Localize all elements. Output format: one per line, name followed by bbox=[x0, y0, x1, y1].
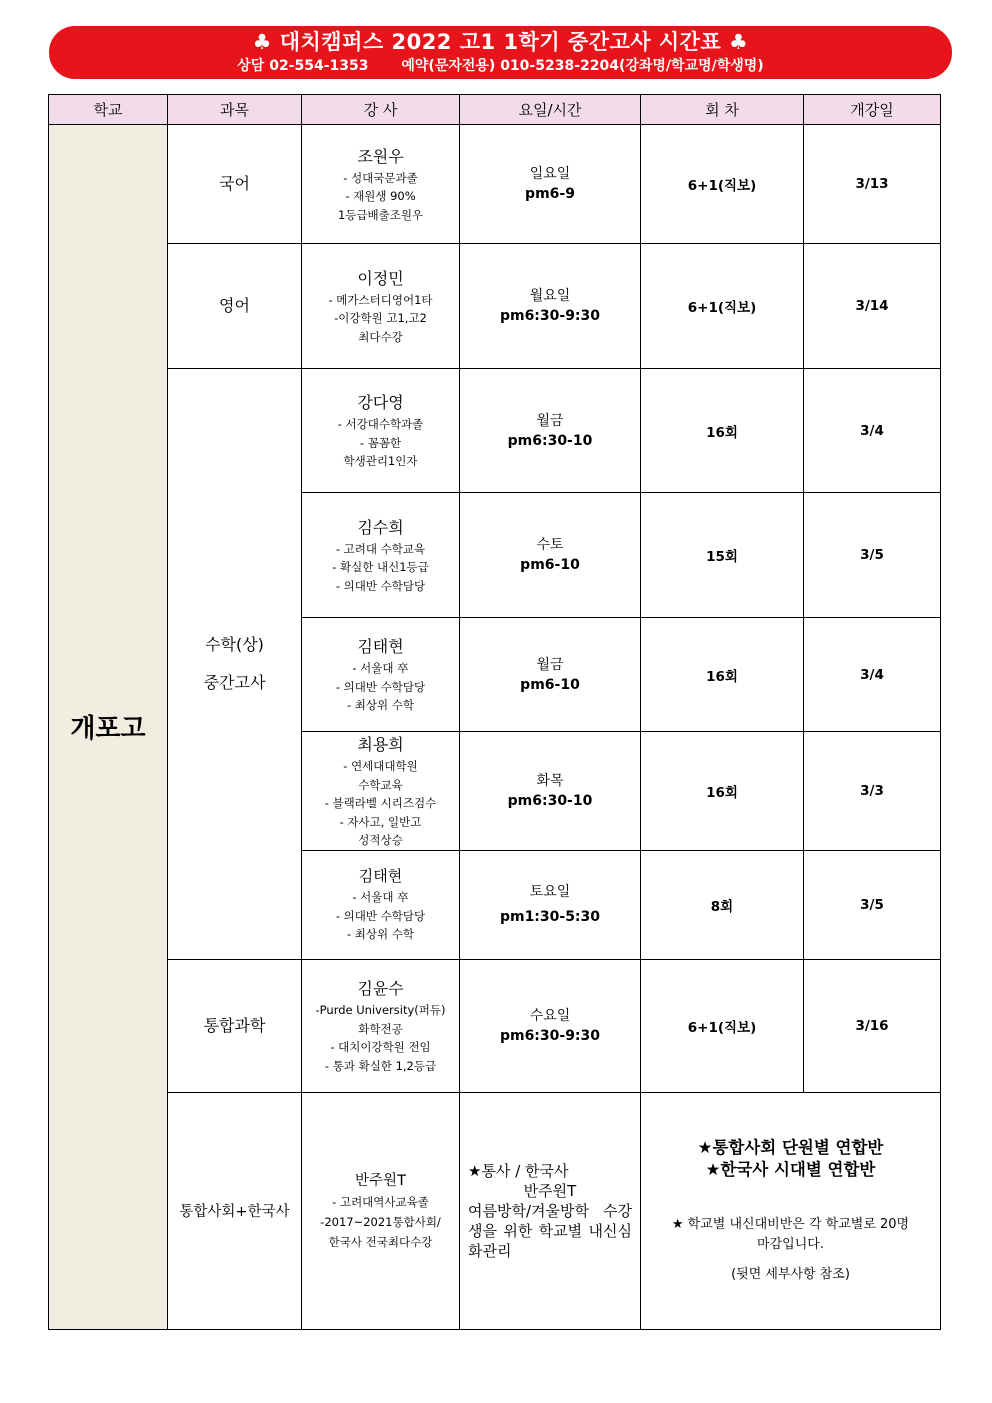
day-time-cell bbox=[460, 732, 641, 851]
teacher-desc-line: - 연세대대학원 bbox=[343, 759, 418, 773]
teacher-desc-line: - 통과 확실한 1,2등급 bbox=[324, 1058, 437, 1073]
teacher-desc-line: - 꼼꼼한 bbox=[359, 435, 402, 450]
schedule-table bbox=[48, 94, 941, 1330]
teacher-desc-line: - 의대반 수학담당 bbox=[335, 578, 426, 593]
teacher-desc-line: - 대치이강학원 전임 bbox=[330, 1040, 431, 1054]
open-date-cell: 3/3 bbox=[804, 732, 941, 851]
day: 수토 bbox=[536, 537, 564, 553]
teacher-name: 김태현 bbox=[358, 867, 403, 886]
teacher-desc-line: - 성대국문과졸 bbox=[343, 170, 418, 185]
notice-line: ★ 학교별 내신대비반은 각 학교별로 20명 마감입니다. bbox=[671, 1216, 910, 1252]
notice-cell bbox=[641, 1092, 941, 1329]
teacher-desc-line: 한국사 전국최다수강 bbox=[328, 1235, 433, 1249]
time: pm6:30-10 bbox=[507, 432, 593, 449]
day-time-cell bbox=[460, 125, 641, 244]
header-school: 학교 bbox=[49, 95, 168, 125]
day: 수요일 bbox=[529, 1007, 571, 1024]
subject-line: 중간고사 bbox=[203, 672, 266, 692]
contact-line bbox=[49, 56, 952, 76]
subject-cell: 통합사회+한국사 bbox=[168, 1092, 302, 1329]
day-time-cell bbox=[460, 850, 641, 959]
teacher-name: 김윤수 bbox=[357, 979, 404, 998]
teacher-cell bbox=[302, 732, 460, 851]
teacher-desc-line: - 최상위 수학 bbox=[346, 927, 414, 942]
time: pm6:30-9:30 bbox=[499, 1027, 601, 1044]
day-time-cell bbox=[460, 493, 641, 618]
teacher-desc-line: - 고려대역사교육졸 bbox=[332, 1195, 429, 1209]
teacher-desc-line: 수학교육 bbox=[358, 777, 403, 792]
note-line: 여름방학/겨울방학 수강생을 위한 학교별 내신심화관리 bbox=[468, 1201, 632, 1260]
day: 화목 bbox=[536, 772, 564, 789]
teacher-desc-line: - 서울대 卒 bbox=[352, 661, 409, 676]
open-date-cell: 3/13 bbox=[804, 125, 941, 244]
teacher-desc-line: - 재원생 90% bbox=[345, 189, 416, 204]
notice-line: ★한국사 시대별 연합반 bbox=[705, 1159, 876, 1179]
notice-line: ★통합사회 단원별 연합반 bbox=[697, 1137, 884, 1157]
teacher-desc-line: - 자사고, 일반고 bbox=[339, 814, 422, 829]
table-row bbox=[49, 369, 941, 493]
day-time-cell bbox=[460, 244, 641, 369]
teacher-desc-line: - 최상위 수학 bbox=[346, 698, 414, 713]
reserve-phone: 예약(문자전용) 010-5238-2204(강좌명/학교명/학생명) bbox=[401, 58, 764, 74]
open-date-cell: 3/5 bbox=[804, 493, 941, 618]
count-cell: 16회 bbox=[641, 369, 804, 493]
day: 월금 bbox=[536, 412, 564, 429]
subject-line: 수학(상) bbox=[205, 634, 264, 654]
time: pm6-10 bbox=[520, 676, 580, 693]
teacher-desc-line: - 메가스터디영어1타 bbox=[328, 292, 433, 307]
teacher-desc-line: - 블랙라벨 시리즈검수 bbox=[324, 796, 437, 810]
count-cell: 6+1(직보) bbox=[641, 125, 804, 244]
open-date-cell: 3/4 bbox=[804, 369, 941, 493]
open-date-cell: 3/14 bbox=[804, 244, 941, 369]
teacher-cell bbox=[302, 125, 460, 244]
header-open-date: 개강일 bbox=[804, 95, 941, 125]
day-time-cell bbox=[460, 618, 641, 732]
teacher-desc-line: - 서울대 卒 bbox=[352, 890, 409, 905]
teacher-desc-line: 화학전공 bbox=[358, 1021, 403, 1036]
teacher-desc-line: - 의대반 수학담당 bbox=[335, 679, 426, 694]
teacher-name: 최용희 bbox=[357, 735, 404, 754]
note-line: ★통사 / 한국사 bbox=[468, 1161, 569, 1180]
table-row bbox=[49, 959, 941, 1092]
open-date-cell: 3/5 bbox=[804, 850, 941, 959]
day-time-cell bbox=[460, 369, 641, 493]
subject-cell: 영어 bbox=[168, 244, 302, 369]
teacher-desc-line: 학생관리1인자 bbox=[343, 454, 418, 469]
school-name: 개포고 bbox=[49, 125, 168, 1330]
time: pm6-9 bbox=[525, 186, 575, 202]
consult-phone: 상담 02-554-1353 bbox=[237, 58, 369, 74]
day: 일요일 bbox=[529, 166, 571, 182]
teacher-desc-line: -2017~2021통합사회/ bbox=[320, 1215, 441, 1229]
teacher-desc-line: -Purde University(퍼듀) bbox=[315, 1003, 446, 1017]
teacher-cell bbox=[302, 959, 460, 1092]
open-date-cell: 3/16 bbox=[804, 959, 941, 1092]
subject-cell-math bbox=[168, 369, 302, 960]
teacher-desc-line: - 서강대수학과졸 bbox=[337, 417, 424, 432]
subject-cell: 통합과학 bbox=[168, 959, 302, 1092]
teacher-name: 김태현 bbox=[357, 637, 404, 657]
header-count: 회 차 bbox=[641, 95, 804, 125]
teacher-desc-line: 1등급배출조원우 bbox=[337, 207, 424, 222]
teacher-name: 이정민 bbox=[357, 268, 404, 288]
day: 토요일 bbox=[529, 883, 571, 900]
count-cell: 16회 bbox=[641, 618, 804, 732]
count-cell: 16회 bbox=[641, 732, 804, 851]
note-line: 반주원T bbox=[523, 1181, 577, 1200]
table-row bbox=[49, 244, 941, 369]
page-title: ♣ 대치캠퍼스 2022 고1 1학기 중간고사 시간표 ♣ bbox=[252, 30, 749, 54]
title-banner bbox=[49, 26, 952, 79]
time: pm6:30-9:30 bbox=[499, 308, 601, 324]
table-row bbox=[49, 125, 941, 244]
count-cell: 15회 bbox=[641, 493, 804, 618]
count-cell: 6+1(직보) bbox=[641, 959, 804, 1092]
header-row bbox=[49, 95, 941, 125]
teacher-name: 강다영 bbox=[357, 393, 404, 413]
time: pm6:30-10 bbox=[507, 792, 593, 809]
teacher-desc-line: - 의대반 수학담당 bbox=[335, 908, 426, 923]
day-time-cell bbox=[460, 959, 641, 1092]
teacher-name: 반주원T bbox=[355, 1173, 406, 1189]
teacher-cell bbox=[302, 493, 460, 618]
teacher-cell bbox=[302, 618, 460, 732]
notice-line: (뒷면 세부사항 참조) bbox=[731, 1266, 850, 1282]
teacher-cell bbox=[302, 369, 460, 493]
teacher-desc-line: -이강학원 고1,고2 bbox=[334, 311, 427, 326]
header-teacher: 강 사 bbox=[302, 95, 460, 125]
count-cell: 8회 bbox=[641, 850, 804, 959]
teacher-name: 조원우 bbox=[357, 146, 404, 166]
teacher-desc-line: - 확실한 내신1등급 bbox=[332, 560, 429, 575]
table-row bbox=[49, 1092, 941, 1329]
teacher-cell bbox=[302, 1092, 460, 1329]
teacher-cell bbox=[302, 850, 460, 959]
time: pm6-10 bbox=[520, 557, 580, 573]
time: pm1:30-5:30 bbox=[499, 908, 601, 925]
teacher-desc-line: 성적상승 bbox=[358, 833, 403, 847]
header-subject: 과목 bbox=[168, 95, 302, 125]
teacher-cell bbox=[302, 244, 460, 369]
day: 월요일 bbox=[529, 288, 571, 304]
header-day-time: 요일/시간 bbox=[460, 95, 641, 125]
teacher-desc-line: 최다수강 bbox=[358, 329, 403, 344]
note-cell bbox=[460, 1092, 641, 1329]
teacher-name: 김수희 bbox=[357, 517, 404, 537]
subject-cell: 국어 bbox=[168, 125, 302, 244]
teacher-desc-line: - 고려대 수학교육 bbox=[335, 541, 426, 556]
day: 월금 bbox=[536, 656, 564, 673]
count-cell: 6+1(직보) bbox=[641, 244, 804, 369]
open-date-cell: 3/4 bbox=[804, 618, 941, 732]
